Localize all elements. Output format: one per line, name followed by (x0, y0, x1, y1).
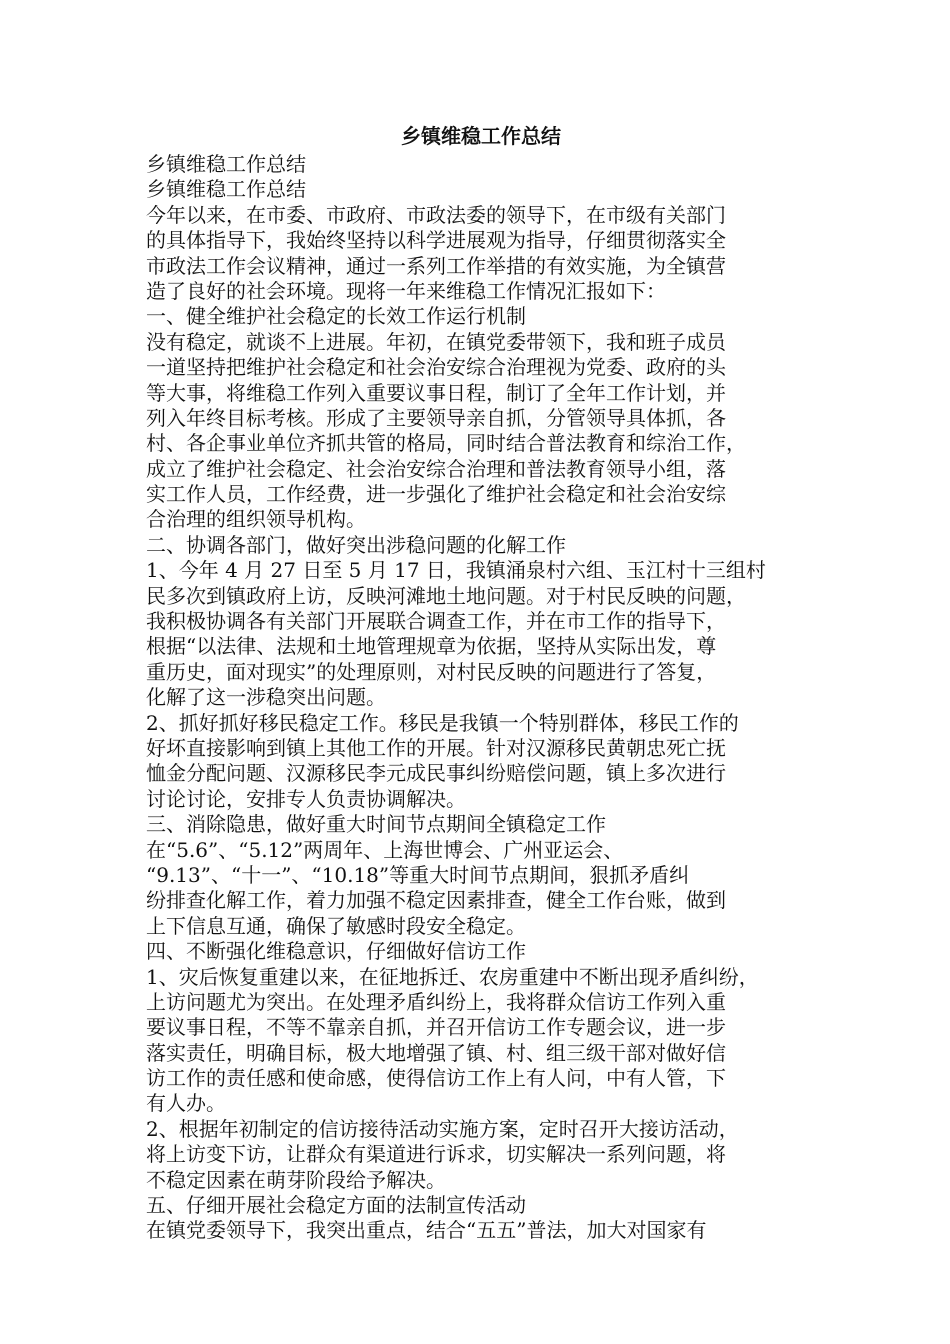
text-line: 根据“以法律、法规和土地管理规章为依据，坚持从实际出发，尊 (146, 634, 717, 659)
text-line: 上访问题尤为突出。在处理矛盾纠纷上，我将群众信访工作列入重 (146, 989, 726, 1014)
text-line: 的具体指导下，我始终坚持以科学进展观为指导，仔细贯彻落实全 (146, 228, 726, 253)
text-line: 实工作人员，工作经费，进一步强化了维护社会稳定和社会治安综 (146, 482, 726, 507)
text-line: 1、灾后恢复重建以来，在征地拆迁、农房重建中不断出现矛盾纠纷， (146, 964, 759, 989)
text-line: “9.13”、“十一”、“10.18”等重大时间节点期间，狠抓矛盾纠 (146, 862, 690, 887)
text-line: 五、仔细开展社会稳定方面的法制宣传活动 (146, 1193, 526, 1218)
text-line: 我积极协调各有关部门开展联合调查工作，并在市工作的指导下， (146, 609, 726, 634)
text-line: 要议事日程，不等不靠亲自抓，并召开信访工作专题会议，进一步 (146, 1015, 726, 1040)
text-line: 好坏直接影响到镇上其他工作的开展。针对汉源移民黄朝忠死亡抚 (146, 735, 726, 760)
text-line: 有人办。 (146, 1091, 226, 1116)
text-line: 一、健全维护社会稳定的长效工作运行机制 (146, 304, 526, 329)
text-line: 不稳定因素在萌芽阶段给予解决。 (146, 1167, 446, 1192)
text-line: 一道坚持把维护社会稳定和社会治安综合治理视为党委、政府的头 (146, 355, 726, 380)
text-line: 落实责任，明确目标，极大地增强了镇、村、组三级干部对做好信 (146, 1040, 726, 1065)
text-line: 造了良好的社会环境。现将一年来维稳工作情况汇报如下： (146, 278, 666, 303)
text-line: 2、抓好抓好移民稳定工作。移民是我镇一个特别群体，移民工作的 (146, 710, 739, 735)
text-line: 2、根据年初制定的信访接待活动实施方案，定时召开大接访活动， (146, 1116, 739, 1141)
text-line: 市政法工作会议精神，通过一系列工作举措的有效实施，为全镇营 (146, 253, 726, 278)
text-line: 重历史，面对现实”的处理原则，对村民反映的问题进行了答复， (146, 659, 717, 684)
text-line: 上下信息互通，确保了敏感时段安全稳定。 (146, 913, 526, 938)
text-line: 等大事，将维稳工作列入重要议事日程，制订了全年工作计划，并 (146, 380, 726, 405)
text-line: 民多次到镇政府上访，反映河滩地土地问题。对于村民反映的问题， (146, 583, 746, 608)
text-line: 三、消除隐患，做好重大时间节点期间全镇稳定工作 (146, 812, 606, 837)
text-line: 在“5.6”、“5.12”两周年、上海世博会、广州亚运会、 (146, 837, 624, 862)
text-line: 四、不断强化维稳意识，仔细做好信访工作 (146, 939, 526, 964)
text-line: 二、协调各部门，做好突出涉稳问题的化解工作 (146, 532, 566, 557)
text-line: 没有稳定，就谈不上进展。年初，在镇党委带领下，我和班子成员 (146, 329, 726, 354)
document-body (146, 152, 816, 1244)
text-line: 恤金分配问题、汉源移民李元成民事纠纷赔偿问题，镇上多次进行 (146, 761, 726, 786)
text-line: 1、今年 4 月 27 日至 5 月 17 日，我镇涌泉村六组、玉江村十三组村 (146, 558, 766, 583)
text-line: 成立了维护社会稳定、社会治安综合治理和普法教育领导小组，落 (146, 456, 726, 481)
text-line: 乡镇维稳工作总结 (146, 152, 306, 176)
text-line: 讨论讨论，安排专人负责协调解决。 (146, 786, 466, 811)
text-line: 在镇党委领导下，我突出重点，结合“五五”普法，加大对国家有 (146, 1218, 707, 1243)
text-line: 今年以来，在市委、市政府、市政法委的领导下，在市级有关部门 (146, 202, 726, 227)
text-line: 合治理的组织领导机构。 (146, 507, 366, 532)
text-line: 乡镇维稳工作总结 (146, 177, 306, 202)
text-line: 纷排查化解工作，着力加强不稳定因素排查，健全工作台账，做到 (146, 888, 726, 913)
text-line: 村、各企事业单位齐抓共管的格局，同时结合普法教育和综治工作， (146, 431, 746, 456)
document-title: 乡镇维稳工作总结 (401, 124, 561, 148)
text-line: 访工作的责任感和使命感，使得信访工作上有人问，中有人管，下 (146, 1066, 726, 1091)
text-line: 列入年终目标考核。形成了主要领导亲自抓，分管领导具体抓，各 (146, 405, 726, 430)
text-line: 化解了这一涉稳突出问题。 (146, 685, 386, 710)
document-page (146, 120, 816, 1244)
text-line: 将上访变下访，让群众有渠道进行诉求，切实解决一系列问题，将 (146, 1142, 726, 1167)
